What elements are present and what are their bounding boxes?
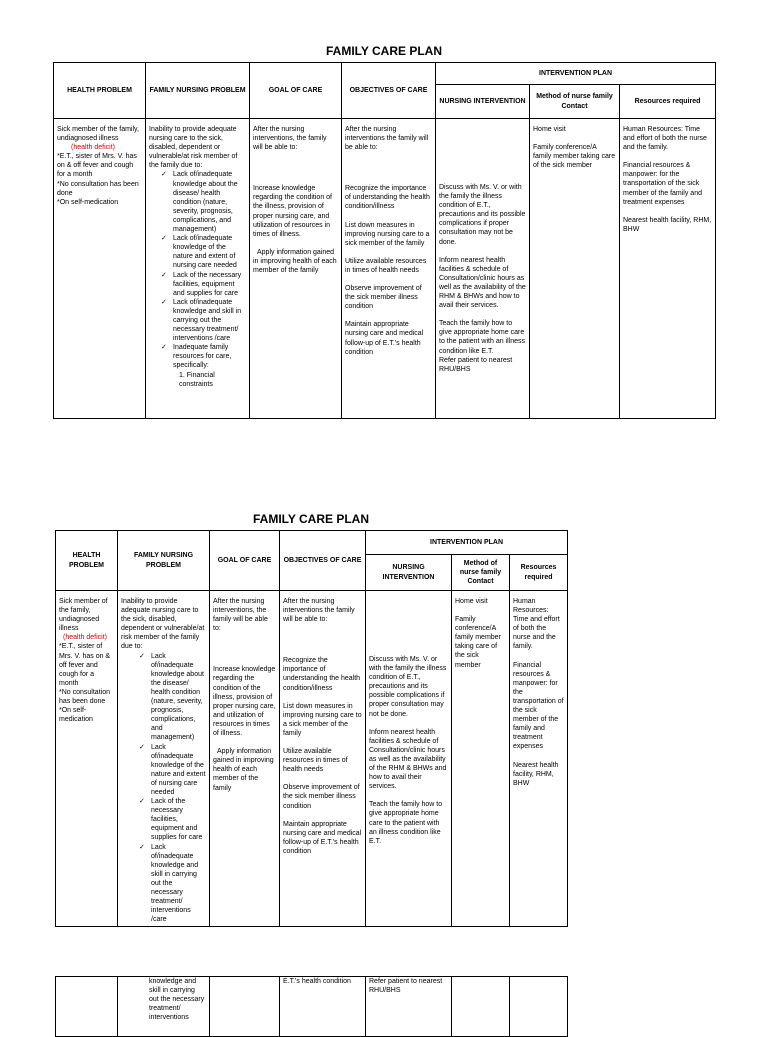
goal-intro: After the nursing interventions, the family will be able to: (253, 126, 327, 152)
contact-item: Home visit (533, 126, 566, 133)
cell-goal-of-care (210, 977, 280, 1037)
cell-goal-of-care (250, 119, 342, 419)
goal-item: Increase knowledge regarding the condition of the illness, provision of proper nursing care, and utilization of resources in times of illness. (213, 666, 276, 738)
intervention-item: Refer patient to nearest RHU/BHS (439, 356, 513, 373)
cell-nursing-intervention (366, 591, 452, 927)
health-deficit-tag: (health deficit) (71, 144, 115, 152)
care-plan-table (53, 62, 716, 419)
header-health-problem: HEALTH PROBLEM (54, 63, 146, 119)
care-plan-continuation-table (55, 976, 568, 1037)
header-intervention-plan: INTERVENTION PLAN (366, 531, 568, 555)
resource-item: Financial resources & manpower: for the transportation of the sick member of the family and treatment expenses (513, 661, 564, 751)
fnp-list (149, 170, 246, 370)
cell-objectives-of-care (342, 119, 436, 419)
cell-resources-required (510, 977, 568, 1037)
objectives-intro: After the nursing interventions the family will be able to: (345, 126, 429, 152)
header-family-nursing-problem: FAMILY NURSING PROBLEM (146, 63, 250, 119)
goal-item: Increase knowledge regarding the condition of the illness, provision of proper nursing care, and utilization of resources in times of illness. (253, 185, 332, 238)
cell-health-problem (56, 977, 118, 1037)
health-problem-line: *On self-medication (59, 707, 93, 724)
objective-item: Recognize the importance of understanding the health condition/illness (283, 657, 361, 692)
health-problem-line: *No consultation has been done (59, 688, 110, 706)
objective-item: Observe improvement of the sick member illness condition (345, 285, 422, 311)
header-objectives-of-care: OBJECTIVES OF CARE (342, 63, 436, 119)
resource-item: Financial resources & manpower: for the transportation of the sick member of the family and treatment expenses (623, 162, 702, 206)
intervention-item: Refer patient to nearest RHU/BHS (369, 978, 443, 995)
intervention-item: Teach the family how to give appropriate home care to the patient with an illness condition like E.T. (369, 801, 443, 845)
fnp-item: ✓ Lack of/inadequate knowledge of the nature and extent of nursing care needed (163, 234, 246, 270)
objective-item: Maintain appropriate nursing care and medical follow-up of E.T.'s health condition (283, 820, 362, 855)
header-intervention-plan: INTERVENTION PLAN (436, 63, 716, 85)
cell-health-problem (56, 591, 118, 927)
health-problem-intro: Sick member of the family, undiagnosed illness (57, 126, 139, 143)
fnp-cont-text: knowledge and skill in carrying out the necessary treatment/ interventions (149, 978, 205, 1022)
cell-objectives-of-care (280, 977, 366, 1037)
fnp-item: ✓ Lack of the necessary facilities, equipment and supplies for care (163, 271, 246, 298)
resource-item: Human Resources: Time and effort of both the nurse and the family. (513, 598, 560, 651)
fnp-item: ✓ Lack of the necessary facilities, equipment and supplies for care (141, 797, 206, 842)
cell-family-nursing-problem (118, 591, 210, 927)
health-problem-line: *No consultation has been done (57, 180, 139, 197)
resource-item: Human Resources: Time and effort of both the nurse and the family. (623, 126, 707, 152)
contact-item: Family conference/A family member taking care of the sick member (455, 616, 501, 669)
intervention-item: Discuss with Ms. V. or with the family the illness condition of E.T., precautions and its possible complications if proper consultation may not be done. (439, 184, 526, 246)
objective-cont: E.T.'s health condition (283, 978, 351, 985)
goal-item: Apply information gained in improving health of each member of the family (213, 748, 274, 792)
fnp-item: ✓ Lack of/inadequate knowledge and skill in carrying out the necessary treatment/ interventions /care (163, 298, 246, 343)
objective-item: List down measures in improving nursing care to a sick member of the family (283, 702, 362, 737)
goal-item: Apply information gained in improving health of each member of the family (253, 248, 337, 275)
header-resources-required: Resources required (620, 85, 716, 119)
header-method-of-contact: Method of nurse family Contact (452, 555, 510, 591)
cell-nursing-intervention (366, 977, 452, 1037)
header-nursing-intervention: NURSING INTERVENTION (366, 555, 452, 591)
objective-item: Observe improvement of the sick member illness condition (283, 784, 360, 810)
fnp-item: ✓ Inadequate family resources for care, specifically: (163, 343, 246, 370)
cell-goal-of-care (210, 591, 280, 927)
intervention-item: Inform nearest health facilities & schedule of Consultation/clinic hours as well as the availability of the RHM & BHWs and how to avail their services. (439, 256, 526, 310)
cell-resources-required (620, 119, 716, 419)
cell-family-nursing-problem (146, 119, 250, 419)
cell-nursing-intervention (436, 119, 530, 419)
health-problem-line: *E.T., sister of Mrs. V. has on & off fever and cough for a month (57, 153, 137, 179)
fnp-intro: Inability to provide adequate nursing care to the sick, disabled, dependent or vulnerable/at risk member of the family due to: (121, 598, 205, 651)
page-title: FAMILY CARE PLAN (252, 512, 369, 526)
contact-item: Family conference/A family member taking care of the sick member (533, 144, 616, 170)
fnp-list (121, 652, 206, 925)
fnp-item: ✓ Lack of/inadequate knowledge about the disease/ health condition (nature, severity, prognosis, complications, and management) (163, 170, 246, 234)
cell-objectives-of-care (280, 591, 366, 927)
health-problem-line: *On self-medication (57, 198, 119, 206)
cell-method-of-contact (452, 977, 510, 1037)
page-title: FAMILY CARE PLAN (325, 44, 442, 58)
cell-resources-required (510, 591, 568, 927)
header-method-of-contact: Method of nurse family Contact (530, 85, 620, 119)
fnp-item: ✓ Lack of/inadequate knowledge about the disease/ health condition (nature, severity, prognosis, complications, and management) (141, 652, 206, 743)
health-problem-intro: Sick member of the family, undiagnosed illness (59, 598, 108, 633)
header-nursing-intervention: NURSING INTERVENTION (436, 85, 530, 119)
cell-family-nursing-problem (118, 977, 210, 1037)
health-deficit-tag: (health deficit) (63, 634, 107, 642)
cell-health-problem (54, 119, 146, 419)
objective-item: Utilize available resources in times of health needs (283, 748, 348, 774)
cell-method-of-contact (452, 591, 510, 927)
fnp-sub-item: 1. Financial constraints (179, 371, 215, 388)
objective-item: Utilize available resources in times of health needs (345, 257, 427, 274)
objectives-intro: After the nursing interventions the family will be able to: (283, 598, 355, 624)
header-family-nursing-problem: FAMILY NURSING PROBLEM (118, 531, 210, 591)
fnp-item: ✓ Lack of/inadequate knowledge of the nature and extent of nursing care needed (141, 743, 206, 798)
intervention-item: Teach the family how to give appropriate home care to the patient with an illness condition like E.T. (439, 320, 525, 355)
fnp-item: ✓ Lack of/inadequate knowledge and skill in carrying out the necessary treatment/ interventions /care (141, 843, 206, 925)
objective-item: Recognize the importance of understanding the health condition/illness (345, 185, 430, 211)
cell-method-of-contact (530, 119, 620, 419)
fnp-intro: Inability to provide adequate nursing care to the sick, disabled, dependent or vulnerable/at risk member of the family due to: (149, 126, 238, 170)
header-goal-of-care: GOAL OF CARE (250, 63, 342, 119)
contact-item: Home visit (455, 598, 488, 605)
header-goal-of-care: GOAL OF CARE (210, 531, 280, 591)
header-objectives-of-care: OBJECTIVES OF CARE (280, 531, 366, 591)
objective-item: Maintain appropriate nursing care and medical follow-up of E.T.'s health condition (345, 321, 424, 356)
objective-item: List down measures in improving nursing care to a sick member of the family (345, 221, 430, 247)
care-plan-table (55, 530, 568, 927)
resource-item: Nearest health facility, RHM, BHW (513, 761, 559, 787)
intervention-item: Inform nearest health facilities & schedule of Consultation/clinic hours as well as the availability of the RHM & BHWs and how to avail their services. (369, 728, 447, 791)
health-problem-line: *E.T., sister of Mrs. V. has on & off fever and cough for a month (59, 643, 111, 687)
header-health-problem: HEALTH PROBLEM (56, 531, 118, 591)
resource-item: Nearest health facility, RHM, BHW (623, 216, 712, 233)
goal-intro: After the nursing interventions, the family will be able to: (213, 598, 268, 633)
header-resources-required: Resources required (510, 555, 568, 591)
intervention-item: Discuss with Ms. V. or with the family the illness condition of E.T., precautions and its possible complications if proper consultation may not be done. (369, 656, 447, 718)
